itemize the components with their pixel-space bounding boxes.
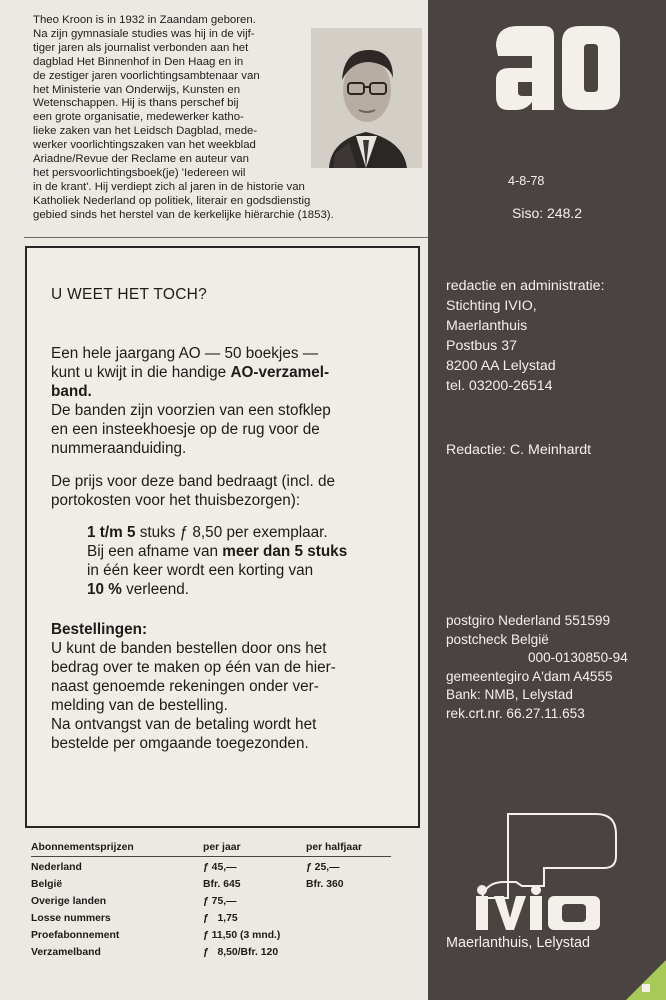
cell: Proefabonnement (31, 930, 120, 941)
cell: Bfr. 645 (203, 879, 241, 890)
account-line: postgiro Nederland 551599 (446, 613, 611, 628)
header-cell: per halfjaar (306, 842, 363, 853)
text-line: in één keer wordt een korting van (87, 562, 314, 579)
cell: Overige landen (31, 896, 107, 907)
account-line: rek.crt.nr. 66.27.11.653 (446, 705, 585, 721)
cell: België (31, 879, 63, 890)
paragraph-intro (51, 344, 411, 458)
account-line: gemeentegiro A'dam A4555 (446, 668, 613, 684)
author-portrait-icon (311, 28, 422, 168)
bio-line: Theo Kroon is in 1932 in Zaandam geboren. (33, 14, 256, 26)
bio-line: tiger jaren als journalist verbonden aan het (33, 41, 249, 54)
address-line: tel. 03200-26514 (446, 378, 553, 394)
info-box (25, 246, 420, 828)
text-span: nummeraanduiding. (51, 440, 187, 457)
text-line (51, 344, 411, 363)
siso-code: Siso: 248.2 (512, 205, 583, 221)
cell: ƒ 8,50/Bfr. 120 (203, 947, 279, 958)
text-span: Een hele jaargang AO — 50 boekjes — (51, 345, 319, 362)
bio-line: een grote organisatie, medewerker katho- (33, 111, 244, 124)
header-cell: per jaar (203, 842, 241, 853)
corner-badge-icon (626, 960, 666, 1000)
bio-line: in de krant'. Hij verdiept zich al jaren in de historie van (33, 180, 305, 193)
bio-line: het Ministerie van Onderwijs, Kunsten en (33, 83, 241, 96)
address-line: 8200 AA Lelystad (446, 358, 556, 374)
address-line: Stichting IVIO, (446, 298, 537, 314)
bold-span: meer dan 5 stuks (222, 543, 348, 560)
text-line (51, 439, 411, 458)
cell: ƒ 25,— (306, 862, 340, 873)
right-column (428, 0, 666, 1000)
text-line: naast genoemde rekeningen onder ver- (51, 678, 319, 695)
cell: ƒ 1,75 (203, 913, 238, 924)
cell: Verzamelband (31, 947, 101, 958)
account-line: Bank: NMB, Lelystad (446, 687, 573, 703)
text-span: De banden zijn voorzien van een stofklep (51, 402, 331, 419)
cell: ƒ 75,— (203, 896, 237, 907)
text-line (51, 363, 411, 382)
text-line: portokosten voor het thuisbezorgen): (51, 492, 301, 509)
bio-line: lieke zaken van het Leidsch Dagblad, mede- (33, 125, 258, 138)
author-photo (311, 28, 422, 168)
orders-title (51, 620, 411, 639)
text-line: U kunt de banden bestellen door ons het (51, 640, 327, 657)
text-span: en een insteekhoesje op de rug voor de (51, 421, 320, 438)
bank-accounts (446, 612, 628, 724)
header-cell: Abonnementsprijzen (31, 842, 134, 853)
editor-credit: Redactie: C. Meinhardt (446, 442, 592, 458)
box-title: U WEET HET TOCH? (51, 286, 208, 303)
paragraph-orders (51, 620, 411, 753)
bio-line: Wetenschappen. Hij is thans perschef bij (33, 97, 239, 110)
cell: Losse nummers (31, 913, 111, 924)
bio-line: Katholiek Nederland op politiek, literair en godsdienstig (33, 194, 311, 207)
paragraph-price (51, 472, 411, 510)
text-span: kunt u kwijt in die handige (51, 364, 231, 381)
table-header-rule (31, 856, 391, 857)
bold-span: Bestellingen: (51, 621, 148, 638)
address-line: Maerlanthuis (446, 318, 528, 334)
ivio-logo-icon (446, 810, 646, 935)
bio-line: gebied sinds het herstel van de kerkelijke hiërarchie (1853). (33, 208, 334, 221)
text-span: Bij een afname van (87, 543, 223, 560)
text-line (87, 523, 407, 542)
text-line: De prijs voor deze band bedraagt (incl. de (51, 473, 336, 490)
bio-line: werker voorlichtingszaken van het weekblad (33, 139, 256, 152)
bio-line: Ariadne/Revue der Reclame en auteur van (33, 153, 249, 166)
bold-span: 10 % (87, 581, 122, 598)
cell: Bfr. 360 (306, 879, 344, 890)
text-line: bestelde per omgaande toegezonden. (51, 735, 309, 752)
address-line: redactie en administratie: (446, 278, 605, 294)
address-line: Postbus 37 (446, 338, 517, 354)
text-line (51, 420, 411, 439)
bio-line: de zestiger jaren voorlichtingsambtenaar van (33, 69, 260, 82)
bio-line: dagblad Het Binnenhof in Den Haag en in (33, 55, 244, 68)
cell: ƒ 11,50 (3 mnd.) (203, 930, 281, 941)
text-line (51, 382, 411, 401)
text-span: verleend. (121, 581, 190, 598)
text-line (51, 401, 411, 420)
issue-date: 4-8-78 (508, 174, 545, 188)
divider (24, 237, 428, 238)
paragraph-discount (87, 523, 407, 599)
bio-line: Na zijn gymnasiale studies was hij in de vijf- (33, 27, 255, 40)
account-line: 000-0130850-94 (528, 650, 628, 666)
address-block (446, 276, 605, 396)
text-span: stuks ƒ 8,50 per exemplaar. (135, 524, 328, 541)
text-line: bedrag over te maken op één van de hier- (51, 659, 336, 676)
bold-span: 1 t/m 5 (87, 524, 136, 541)
text-line (87, 580, 407, 599)
bio-line: het persvoorlichtingsboek(je) 'Iedereen wil (33, 166, 246, 179)
cell: Nederland (31, 862, 82, 873)
account-line: postcheck België (446, 631, 549, 647)
bold-span: AO-verzamel- (230, 364, 330, 381)
text-line: melding van de bestelling. (51, 697, 228, 714)
text-line (87, 542, 407, 561)
ao-logo-icon (488, 18, 626, 118)
publisher-caption: Maerlanthuis, Lelystad (446, 935, 590, 951)
cell: ƒ 45,— (203, 862, 237, 873)
text-line: Na ontvangst van de betaling wordt het (51, 716, 317, 733)
bold-span: band. (51, 383, 92, 400)
